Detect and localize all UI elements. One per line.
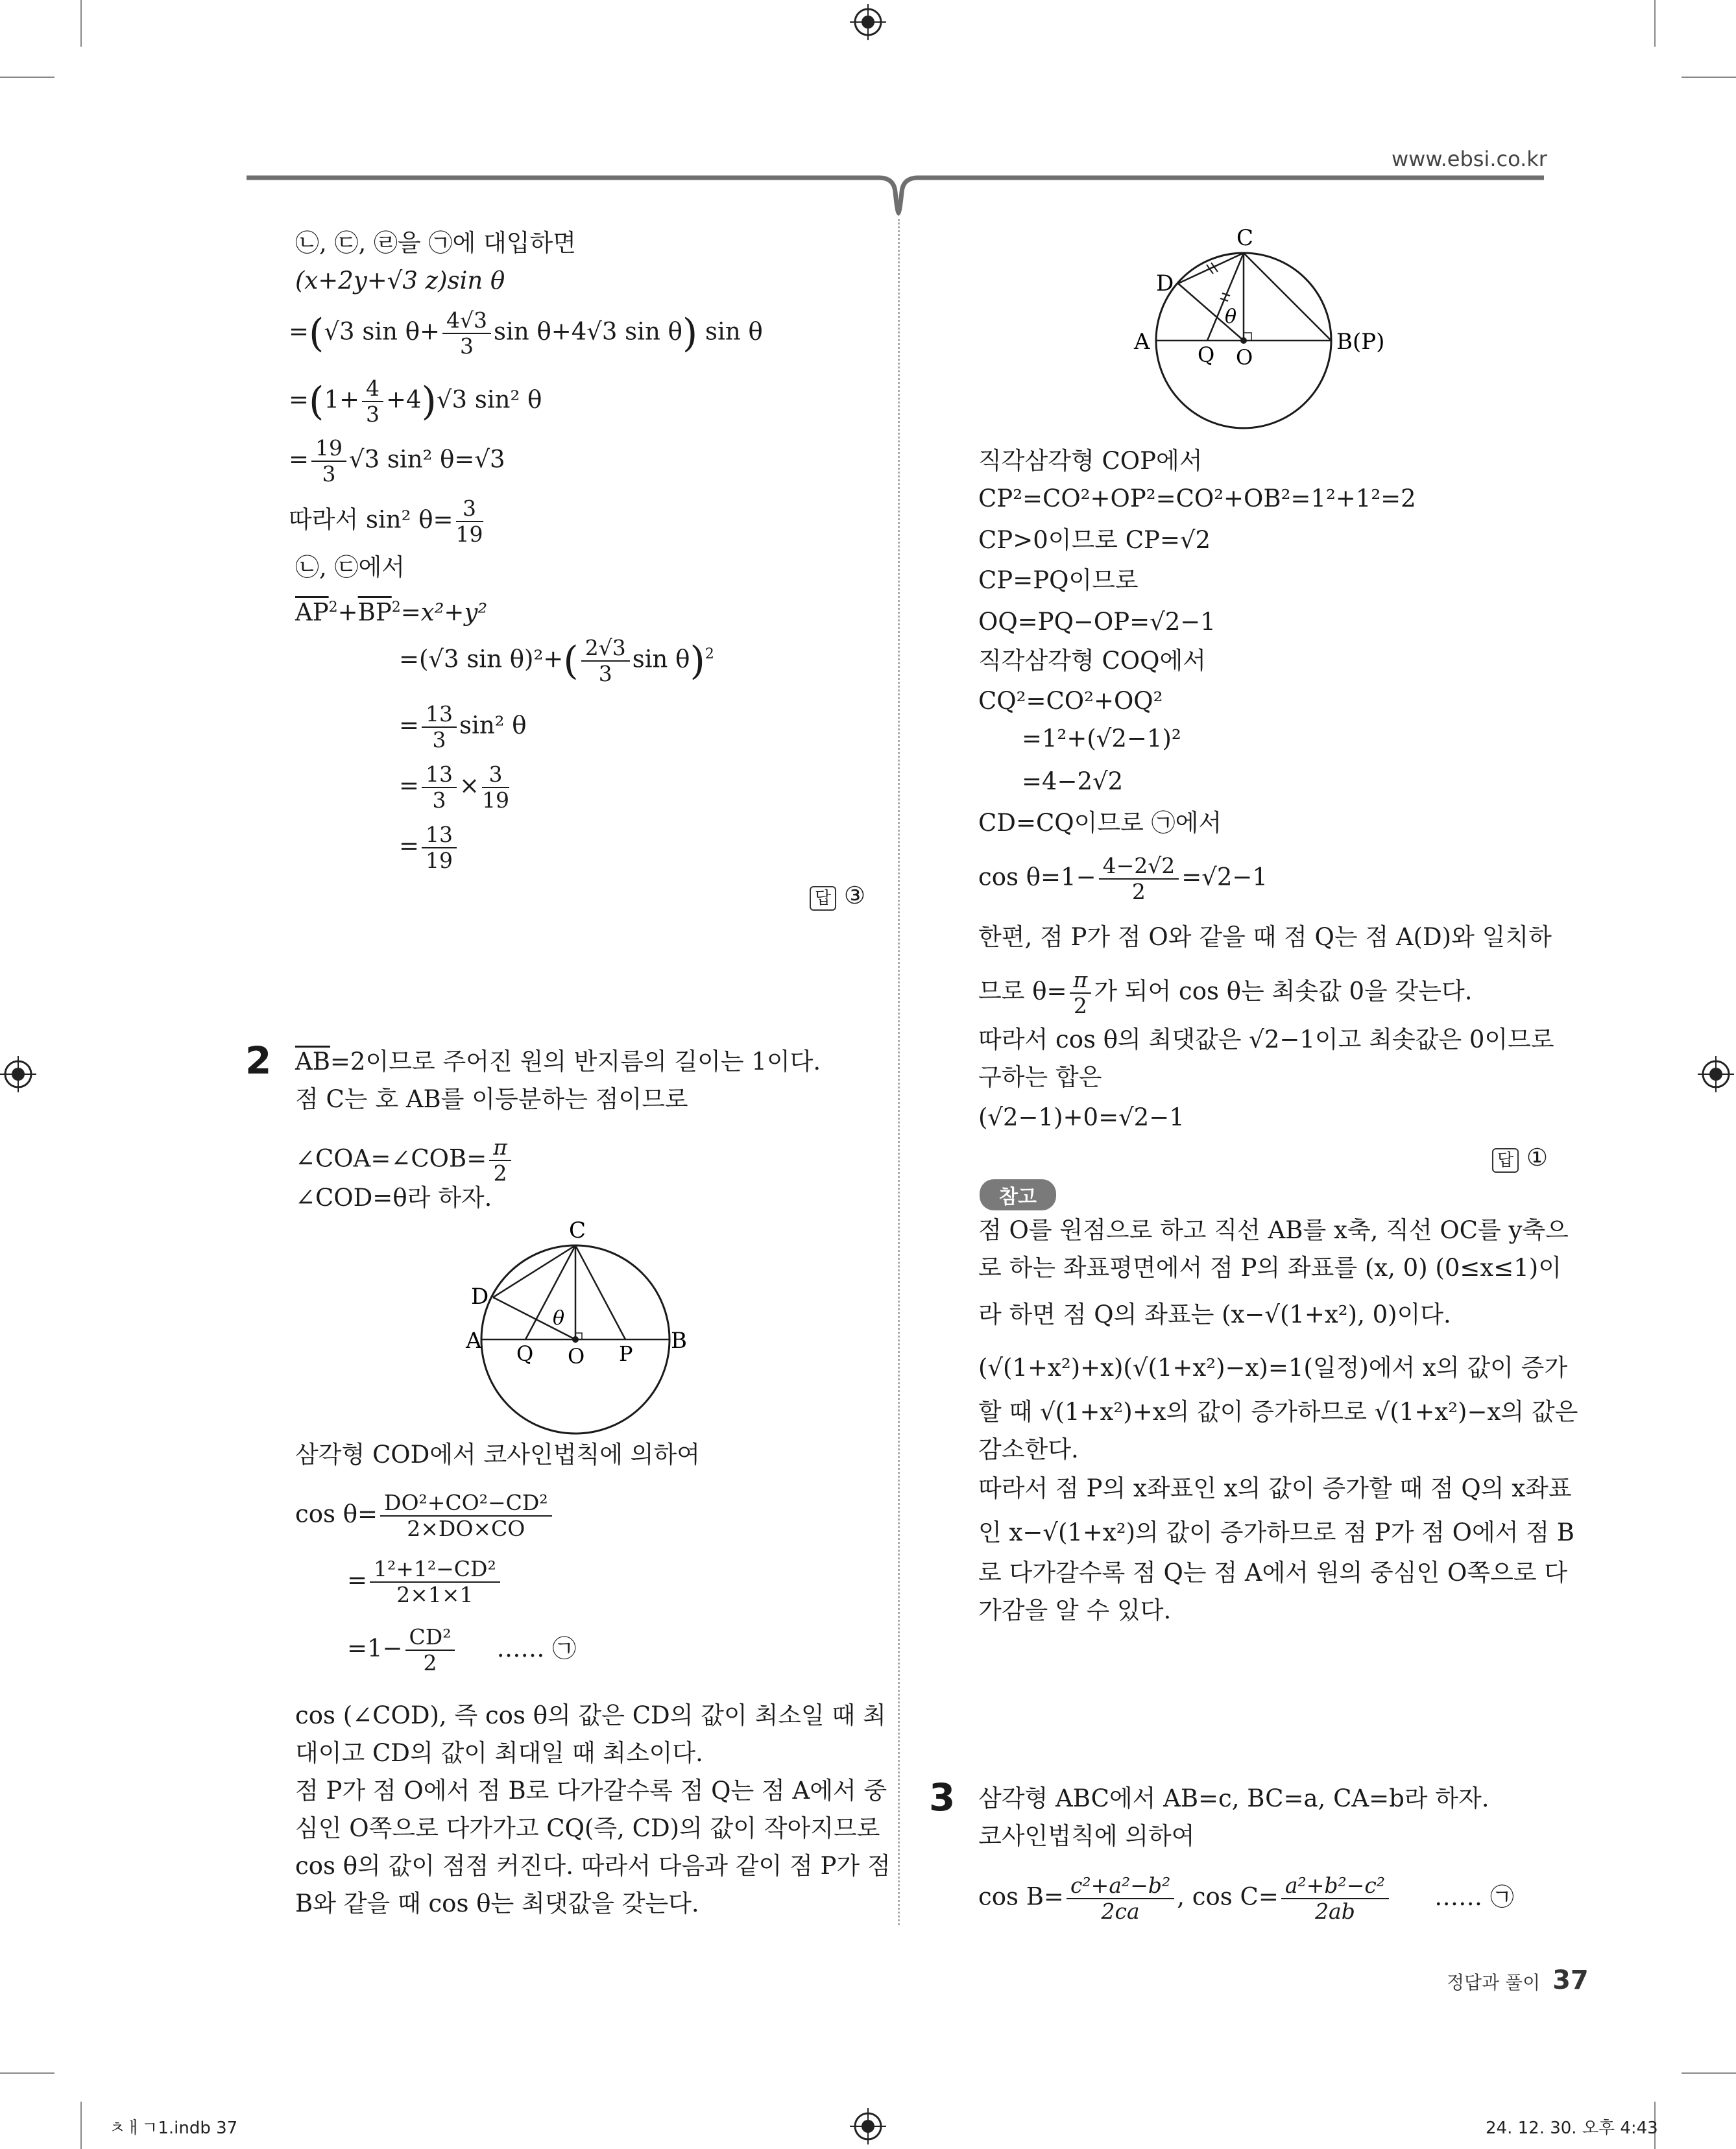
- p3-line-2: 코사인법칙에 의하여: [978, 1822, 1195, 1850]
- svg-text:D: D: [1156, 270, 1174, 296]
- svg-text:θ: θ: [1225, 306, 1237, 328]
- footer-label: 정답과 풀이 37: [1447, 1965, 1589, 1995]
- left-line-9: =(√3 sin θ)²+( $\frac{2√3}{3}$ sin θ)$^2$: [399, 635, 714, 686]
- problem-3-number: 3: [929, 1775, 956, 1819]
- p3-line-3: cos B= $\frac{\text{c²+a²−b²}}{2ca}$ , cos C= $\frac{\text{a²+b²−c²}}{2ab}$ …… ㉠: [978, 1873, 1514, 1924]
- crop-mark: [1682, 2072, 1736, 2074]
- p2-line-8: =1− $\frac{\text{CD²}}{2}$ …… ㉠: [347, 1624, 577, 1675]
- svg-text:C: C: [569, 1219, 586, 1243]
- right-line-8: =1²+(√2−1)²: [1022, 725, 1181, 752]
- p2-line-4: ∠COD=θ라 하자.: [295, 1184, 492, 1212]
- svg-text:A: A: [1134, 329, 1150, 355]
- right-line-1: 직각삼각형 COP에서: [978, 447, 1203, 475]
- note-line-7: 따라서 점 P의 x좌표인 x의 값이 증가할 때 점 Q의 x좌표: [978, 1474, 1572, 1502]
- right-line-2: CP²=CO²+OP²=CO²+OB²=1²+1²=2: [978, 485, 1416, 512]
- note-line-8: 인 x−√(1+x²)의 값이 증가하므로 점 P가 점 O에서 점 B: [978, 1519, 1574, 1546]
- right-line-13: 므로 θ= $\frac{\pi}{2}$ 가 되어 cos θ는 최솟값 0을 갖는다.: [978, 967, 1473, 1018]
- note-line-1: 점 O를 원점으로 하고 직선 AB를 x축, 직선 OC를 y축으: [978, 1216, 1569, 1244]
- crop-mark: [1654, 0, 1656, 47]
- p2-line-2: 점 C는 호 AB를 이등분하는 점이므로: [295, 1085, 688, 1113]
- left-line-7: ㉡, ㉢에서: [295, 553, 405, 581]
- registration-mark-icon: [0, 1056, 36, 1092]
- note-line-6: 감소한다.: [978, 1435, 1079, 1463]
- right-line-11: cos θ=1− $\frac{4-2√2}{2}$ =√2−1: [978, 853, 1268, 904]
- crop-mark: [80, 2102, 82, 2149]
- registration-mark-icon: [1698, 1056, 1734, 1092]
- left-line-10: = $\frac{13}{3}$ sin² θ: [399, 701, 527, 752]
- svg-text:θ: θ: [553, 1307, 565, 1330]
- svg-text:P: P: [619, 1341, 633, 1366]
- note-line-2: 로 하는 좌표평면에서 점 P의 좌표를 (x, 0) (0≤x≤1)이: [978, 1254, 1561, 1282]
- left-line-11: = $\frac{13}{3}$ × $\frac{3}{19}$: [399, 762, 510, 813]
- header-rule: [247, 173, 1544, 218]
- figure-circle-1: [454, 1219, 688, 1466]
- right-line-4: CP=PQ이므로: [978, 566, 1139, 594]
- answer-2: 답 ①: [1492, 1143, 1548, 1173]
- right-line-3: CP>0이므로 CP=√2: [978, 526, 1211, 554]
- note-line-10: 가감을 알 수 있다.: [978, 1596, 1172, 1624]
- left-line-4: =(1+ $\frac{4}{3}$ +4)√3 sin² θ: [289, 376, 542, 427]
- p2-line-1: $\overline{AB}=2$이므로 주어진 원의 반지름의 길이는 1이다.: [295, 1048, 821, 1075]
- registration-mark-icon: [850, 4, 886, 40]
- p2-para-3: 점 P가 점 O에서 점 B로 다가갈수록 점 Q는 점 A에서 중: [295, 1777, 887, 1805]
- svg-text:B(P): B(P): [1336, 329, 1385, 355]
- crop-mark: [0, 2072, 54, 2074]
- registration-mark-icon: [850, 2108, 886, 2144]
- svg-text:D: D: [471, 1284, 489, 1310]
- p2-line-5: 삼각형 COD에서 코사인법칙에 의하여: [295, 1441, 700, 1469]
- note-line-9: 로 다가갈수록 점 Q는 점 A에서 원의 중심인 O쪽으로 다: [978, 1559, 1568, 1587]
- left-line-6: 따라서 sin² θ= $\frac{3}{19}$: [289, 496, 483, 547]
- note-tag: 참고: [980, 1179, 1056, 1210]
- note-line-3: 라 하면 점 Q의 좌표는 (x−√(1+x²), 0)이다.: [978, 1301, 1451, 1328]
- p2-para-2: 대이고 CD의 값이 최대일 때 최소이다.: [295, 1739, 703, 1767]
- p2-line-7: = $\frac{\text{1²+1²−CD²}}{2\times 1\times 1}$: [347, 1557, 503, 1607]
- left-line-5: = $\frac{19}{3}$ √3 sin² θ=√3: [289, 435, 505, 486]
- p2-line-3: ∠COA=∠COB= $\frac{\pi}{2}$: [295, 1135, 514, 1186]
- p3-line-1: 삼각형 ABC에서 AB=c, BC=a, CA=b라 하자.: [978, 1784, 1489, 1812]
- left-line-2: (x+2y+√3 z)sin θ: [295, 267, 505, 294]
- left-line-1: ㉡, ㉢, ㉣을 ㉠에 대입하면: [295, 229, 577, 257]
- p2-para-1: cos (∠COD), 즉 cos θ의 값은 CD의 값이 최소일 때 최: [295, 1701, 886, 1729]
- problem-2-number: 2: [245, 1038, 272, 1083]
- footer-file: ㅊㅐㄱ1.indb 37: [109, 2119, 238, 2138]
- svg-text:O: O: [1236, 345, 1253, 370]
- note-line-4: (√(1+x²)+x)(√(1+x²)−x)=1(일정)에서 x의 값이 증가: [978, 1354, 1568, 1382]
- svg-text:A: A: [466, 1328, 482, 1354]
- svg-text:Q: Q: [1198, 342, 1215, 367]
- svg-text:B: B: [671, 1328, 687, 1354]
- left-line-8: $\overline{AP}^2+\overline{BP}^2=x^2+y^2$: [295, 598, 488, 627]
- right-line-16: (√2−1)+0=√2−1: [978, 1103, 1185, 1131]
- right-line-7: CQ²=CO²+OQ²: [978, 687, 1163, 715]
- svg-text:C: C: [1236, 227, 1254, 251]
- right-line-6: 직각삼각형 COQ에서: [978, 647, 1206, 675]
- right-line-10: CD=CQ이므로 ㉠에서: [978, 809, 1222, 837]
- right-line-14: 따라서 cos θ의 최댓값은 √2−1이고 최솟값은 0이므로: [978, 1026, 1554, 1053]
- right-line-9: =4−2√2: [1022, 767, 1124, 795]
- column-divider: [898, 219, 900, 1925]
- right-line-15: 구하는 합은: [978, 1063, 1102, 1091]
- note-line-5: 할 때 √(1+x²)+x의 값이 증가하므로 √(1+x²)−x의 값은: [978, 1398, 1578, 1426]
- p2-para-5: cos θ의 값이 점점 커진다. 따라서 다음과 같이 점 P가 점: [295, 1852, 891, 1880]
- crop-mark: [0, 77, 54, 78]
- p2-para-4: 심인 O쪽으로 다가가고 CQ(즉, CD)의 값이 작아지므로: [295, 1814, 880, 1842]
- right-line-5: OQ=PQ−OP=√2−1: [978, 608, 1216, 636]
- figure-circle-2: [1122, 227, 1395, 435]
- header-url: www.ebsi.co.kr: [1392, 147, 1547, 171]
- left-line-3: =(√3 sin θ+ $\frac{4√3}{3}$ sin θ+4√3 sin θ) sin θ: [289, 307, 763, 359]
- left-line-12: = $\frac{13}{19}$: [399, 822, 459, 873]
- crop-mark: [80, 0, 82, 47]
- right-line-12: 한편, 점 P가 점 O와 같을 때 점 Q는 점 A(D)와 일치하: [978, 923, 1552, 951]
- footer-stamp: 24. 12. 30. 오후 4:43: [1486, 2119, 1658, 2138]
- crop-mark: [1682, 77, 1736, 78]
- p2-para-6: B와 같을 때 cos θ는 최댓값을 갖는다.: [295, 1890, 699, 1917]
- svg-text:O: O: [568, 1344, 585, 1369]
- svg-text:Q: Q: [516, 1341, 534, 1366]
- p2-line-6: cos θ= $\frac{\text{DO²+CO²−CD²}}{2\times DO\times CO}$: [295, 1491, 555, 1541]
- answer-1: 답 ③: [810, 881, 865, 911]
